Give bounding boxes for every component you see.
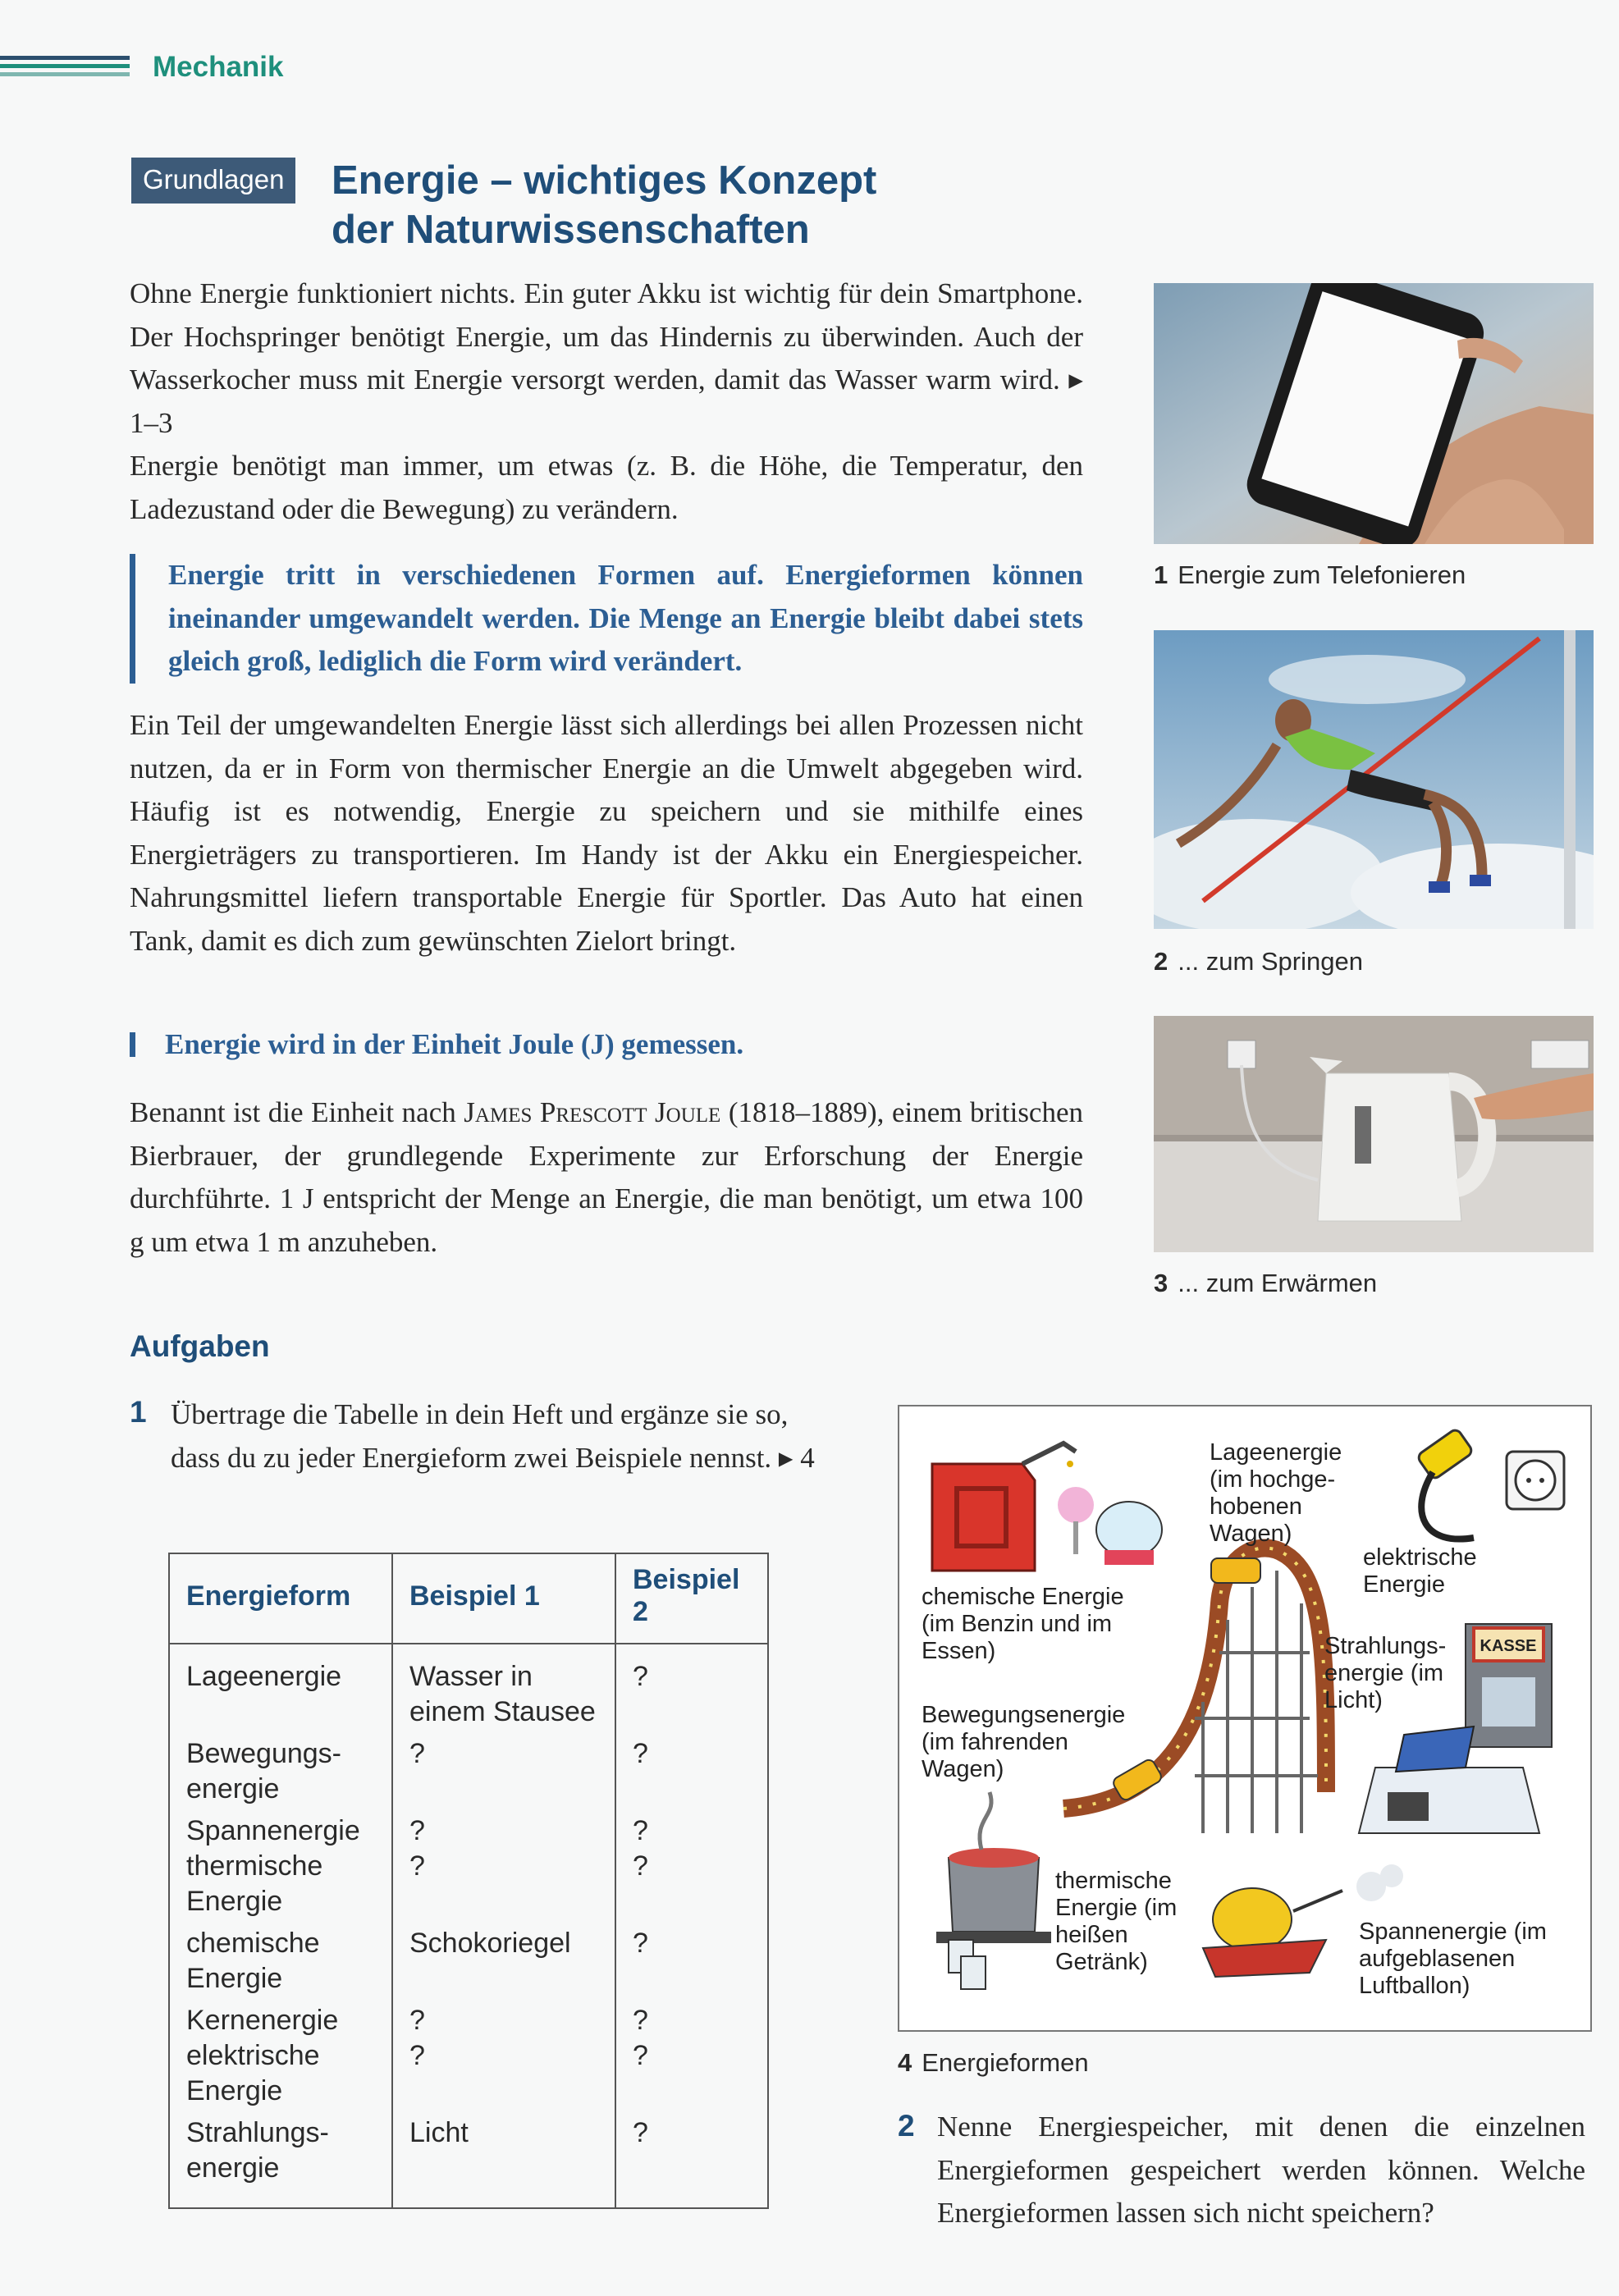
label-lageenergie: Lageenergie (im hochge-hobenen Wagen): [1210, 1439, 1342, 1547]
table-cell: ?: [615, 1644, 768, 1730]
table-cell: Schokoriegel: [392, 1919, 615, 1996]
intro-paragraph-2: Energie benötigt man immer, um etwas (z. B. die Höhe, die Temperatur, den Ladezustand oder die Bewegung) zu verändern.: [130, 450, 1083, 525]
table-cell: ?: [615, 2109, 768, 2208]
cooking-pot-icon: [936, 1792, 1051, 1989]
joule-text-before: Benannt ist die Einheit nach: [130, 1096, 464, 1128]
table-cell: ?: [615, 1919, 768, 1996]
table-cell: ?: [615, 1730, 768, 1807]
paragraph-joule: [130, 1091, 1083, 1264]
table-cell: ?: [392, 1730, 615, 1807]
label-bewegungsenergie: Bewegungsenergie (im fahrenden Wagen): [922, 1702, 1126, 1782]
table-cell: Lageenergie: [169, 1644, 392, 1730]
label-strahlungsenergie: Strahlungs-energie (im Licht): [1324, 1633, 1447, 1713]
table-cell: Wasser in einem Stausee: [392, 1644, 615, 1730]
page-title: [332, 156, 955, 254]
table-row: [169, 1849, 768, 1919]
task-1-text: Übertrage die Tabelle in dein Heft und ergänze sie so, dass du zu jeder Energieform zwei Beispiele nennst. ▸ 4: [171, 1398, 815, 1474]
table-cell: thermische Energie: [169, 1849, 392, 1919]
table-cell: Strahlungs-energie: [169, 2109, 392, 2208]
intro-paragraph-1: Ohne Energie funktioniert nichts. Ein guter Akku ist wichtig für dein Smartphone. Der Hochspringer benötigt Energie, um das Hindernis zu überwinden. Auch der Wasserkocher muss mit Energie versorgt werden, damit das Wasser warm wird. ▸ 1–3: [130, 277, 1083, 439]
table-cell: ?: [615, 2038, 768, 2109]
task-2-number: 2: [898, 2109, 915, 2143]
title-line-2: der Naturwissenschaften: [332, 208, 810, 252]
figure-1-caption: 1 Energie zum Telefonieren: [1154, 560, 1466, 589]
table-cell: ?: [392, 1849, 615, 1919]
table-cell: ?: [392, 1807, 615, 1849]
figure-4-caption: 4 Energieformen: [898, 2048, 1089, 2077]
photo-high-jump: [1154, 630, 1594, 929]
label-chemische-energie: chemische Energie (im Benzin und im Essen): [922, 1584, 1124, 1664]
food-icon: [1058, 1487, 1162, 1565]
label-elektrische-energie: elektrische Energie: [1363, 1544, 1477, 1598]
highlight-box-energy-forms: Energie tritt in verschiedenen Formen auf. Energieformen können ineinander umgewandelt werden. Die Menge an Energie bleibt dabei stets gleich groß, lediglich die Form wird verändert.: [130, 554, 1083, 684]
photo-smartphone: [1154, 283, 1594, 544]
photo-kettle: [1154, 1016, 1594, 1252]
joule-name: James Prescott Joule: [464, 1096, 721, 1128]
plug-socket-icon: [1416, 1428, 1564, 1539]
table-row: [169, 1919, 768, 1996]
energy-forms-table: [168, 1553, 769, 2209]
table-row: [169, 2109, 768, 2208]
table-row: [169, 1730, 768, 1807]
kasse-sign: KASSE: [1480, 1637, 1537, 1655]
table-cell: ?: [615, 1849, 768, 1919]
task-2-text: Nenne Energiespeicher, mit denen die einzelnen Energieformen gespeichert werden können. Welche Energieformen lassen sich nicht speichern?: [937, 2111, 1585, 2229]
tasks-heading: Aufgaben: [130, 1329, 270, 1363]
table-row: [169, 1644, 768, 1730]
table-cell: ?: [392, 2038, 615, 2109]
highlight-joule: [130, 1028, 743, 1061]
energy-forms-illustration: [898, 1405, 1592, 2032]
grundlagen-badge: Grundlagen: [131, 158, 295, 204]
highlight-joule-text: Energie wird in der Einheit Joule (J) gemessen.: [165, 1028, 744, 1060]
table-cell: ?: [615, 1996, 768, 2038]
table-header-cell: Beispiel 1: [392, 1553, 615, 1644]
table-cell: chemische Energie: [169, 1919, 392, 1996]
header-stripes: [0, 56, 130, 80]
table-cell: Licht: [392, 2109, 615, 2208]
table-cell: ?: [615, 1807, 768, 1849]
table-header-cell: Beispiel 2: [615, 1553, 768, 1644]
gas-can-icon: [932, 1443, 1076, 1571]
table-row: [169, 1807, 768, 1849]
label-thermische-energie: thermische Energie (im heißen Getränk): [1055, 1868, 1178, 1975]
joule-text-after: (1818–1889), einem britischen Bierbrauer, der grundlegende Experimente zur Erforschung der Energie durchführte. 1 J entspricht der Menge an Energie, die man benötigt, um etwa 100 g um etwa 1 m anzuheben.: [130, 1096, 1084, 1258]
bullet-marker: [130, 1032, 135, 1057]
task-1-number: 1: [130, 1395, 147, 1429]
figure-3-caption: 3 ... zum Erwärmen: [1154, 1269, 1378, 1297]
table-cell: ?: [392, 1996, 615, 2038]
table-header-row: [169, 1553, 768, 1644]
section-title: Mechanik: [153, 51, 284, 83]
table-row: [169, 2038, 768, 2109]
title-line-1: Energie – wichtiges Konzept: [332, 158, 877, 203]
table-cell: Spannenergie: [169, 1807, 392, 1849]
label-spannenergie: Spannenergie (im aufgeblasenen Luftballon): [1359, 1919, 1547, 1999]
figure-2-caption: 2 ... zum Springen: [1154, 947, 1363, 976]
paragraph-energy-storage: Ein Teil der umgewandelten Energie lässt sich allerdings bei allen Prozessen nicht nutzen, da er in Form von thermischer Energie an die Umwelt abgegeben wird. Häufig ist es notwendig, Energie zu speichern und sie mithilfe eines Energieträgers zu transportieren. Im Handy ist der Akku ein Energiespeicher. Nahrungsmittel liefern transportable Energie für Sportler. Das Auto hat einen Tank, damit es dich zum gewünschten Zielort bringt.: [130, 709, 1083, 957]
table-cell: elektrische Energie: [169, 2038, 392, 2109]
table-cell: Bewegungs-energie: [169, 1730, 392, 1807]
table-cell: Kernenergie: [169, 1996, 392, 2038]
table-row: [169, 1996, 768, 2038]
table-header-cell: Energieform: [169, 1553, 392, 1644]
